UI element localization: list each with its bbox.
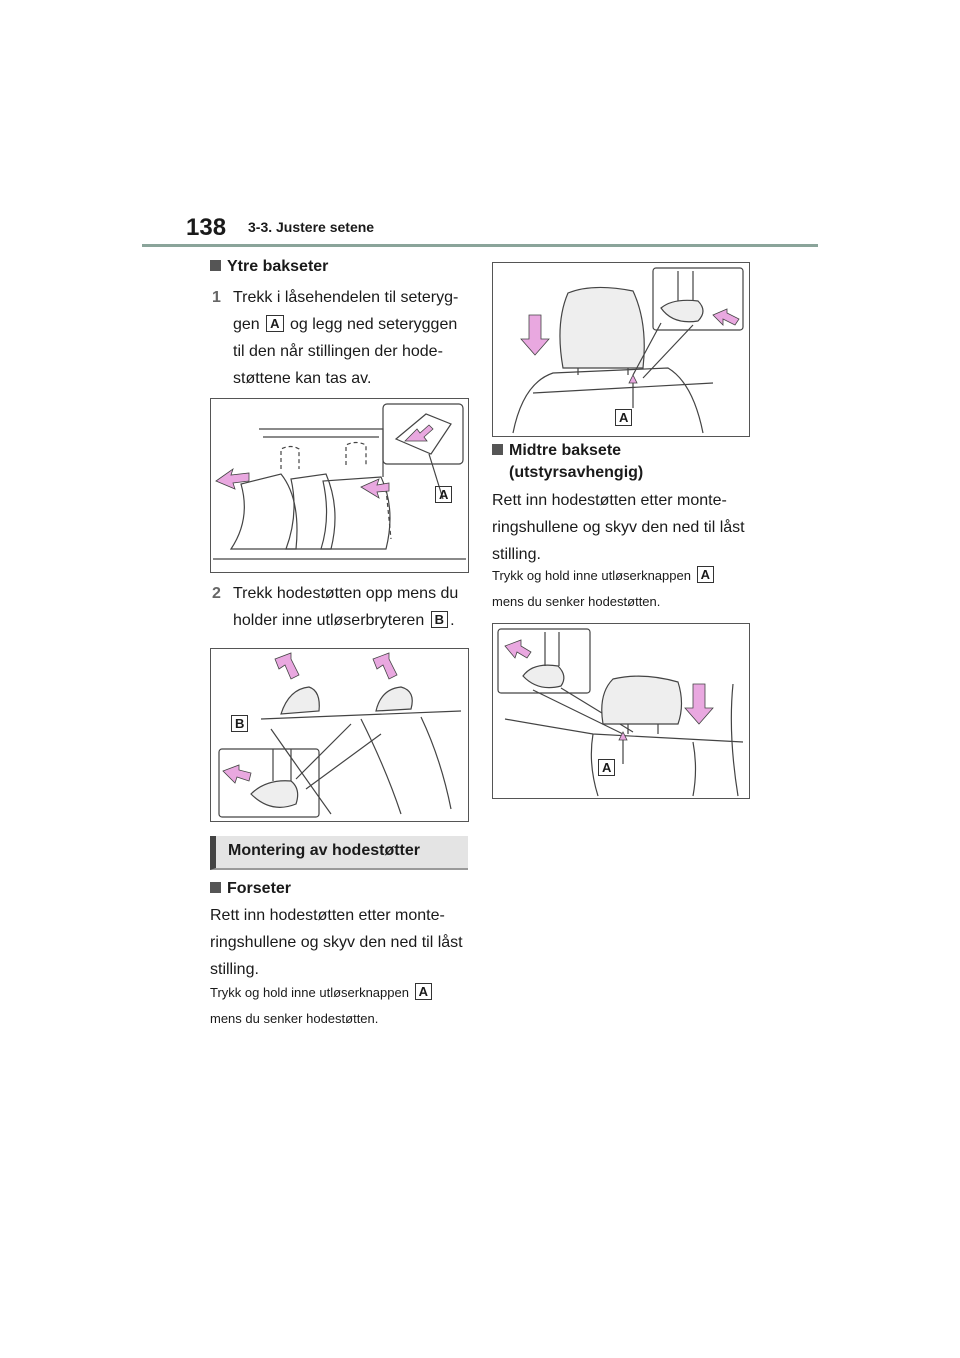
step-line: Trekk i låsehendelen til seteryg- [233, 289, 459, 306]
note-front-seats [210, 980, 475, 1032]
illustration-seatback-release [211, 399, 468, 572]
heading-outer-rear-seats [210, 256, 328, 278]
square-bullet-icon [210, 882, 221, 893]
heading-middle-rear-seat [492, 440, 643, 484]
figure-label-b: B [231, 715, 248, 732]
paragraph-middle-seat [492, 487, 757, 568]
note-text: Trykk og hold inne utløserknappen [210, 985, 409, 1000]
note-line: mens du senker hodestøtten. [492, 594, 661, 609]
label-a-box: A [697, 566, 714, 583]
paragraph-line: stilling. [210, 961, 259, 978]
paragraph-front-seats [210, 902, 475, 983]
header-divider [142, 244, 818, 247]
page-number: 138 [186, 214, 227, 241]
step-text: og legg ned seteryggen [290, 316, 458, 333]
section-title: Montering av hodestøtter [228, 842, 421, 859]
note-middle-seat [492, 563, 757, 615]
paragraph-line: Rett inn hodestøtten etter monte- [492, 492, 727, 509]
heading-text: Forseter [227, 880, 292, 897]
label-b-box: B [431, 611, 448, 628]
figure-label-a: A [615, 409, 632, 426]
note-text: Trykk og hold inne utløserknappen [492, 568, 691, 583]
illustration-headrest-removal [211, 649, 468, 821]
step-text: holder inne utløserbryteren [233, 612, 425, 629]
step-line: støttene kan tas av. [233, 370, 372, 387]
step-2 [212, 580, 472, 634]
heading-text: Midtre baksete [509, 442, 622, 459]
label-a-box: A [266, 315, 283, 332]
paragraph-line: ringshullene og skyv den ned til låst [492, 519, 745, 536]
paragraph-line: Rett inn hodestøtten etter monte- [210, 907, 445, 924]
section-reference: 3-3. Justere setene [248, 219, 375, 235]
figure-label-a: A [435, 486, 452, 503]
square-bullet-icon [210, 260, 221, 271]
step-line [233, 607, 472, 634]
figure-fold-rear-seatback [210, 398, 469, 573]
illustration-middle-headrest [493, 624, 749, 798]
step-number: 2 [212, 585, 221, 602]
heading-front-seats [210, 878, 291, 900]
step-line: til den når stillingen der hode- [233, 343, 443, 360]
heading-text: Ytre bakseter [227, 258, 329, 275]
step-number: 1 [212, 289, 221, 306]
label-a-box: A [415, 983, 432, 1000]
section-title-bar [210, 836, 468, 870]
note-line [210, 980, 475, 1006]
figure-rear-headrest-lowering [492, 262, 750, 437]
note-line [492, 563, 757, 589]
paragraph-line: stilling. [492, 546, 541, 563]
step-1 [212, 284, 472, 392]
note-line: mens du senker hodestøtten. [210, 1011, 379, 1026]
square-bullet-icon [492, 444, 503, 455]
step-line: Trekk hodestøtten opp mens du [233, 585, 459, 602]
figure-middle-headrest-install [492, 623, 750, 799]
step-text: gen [233, 316, 260, 333]
figure-remove-headrest [210, 648, 469, 822]
figure-label-a: A [598, 759, 615, 776]
heading-text: (utstyrsavhengig) [509, 464, 644, 481]
step-text: . [450, 612, 455, 629]
step-line [233, 311, 472, 338]
paragraph-line: ringshullene og skyv den ned til låst [210, 934, 463, 951]
